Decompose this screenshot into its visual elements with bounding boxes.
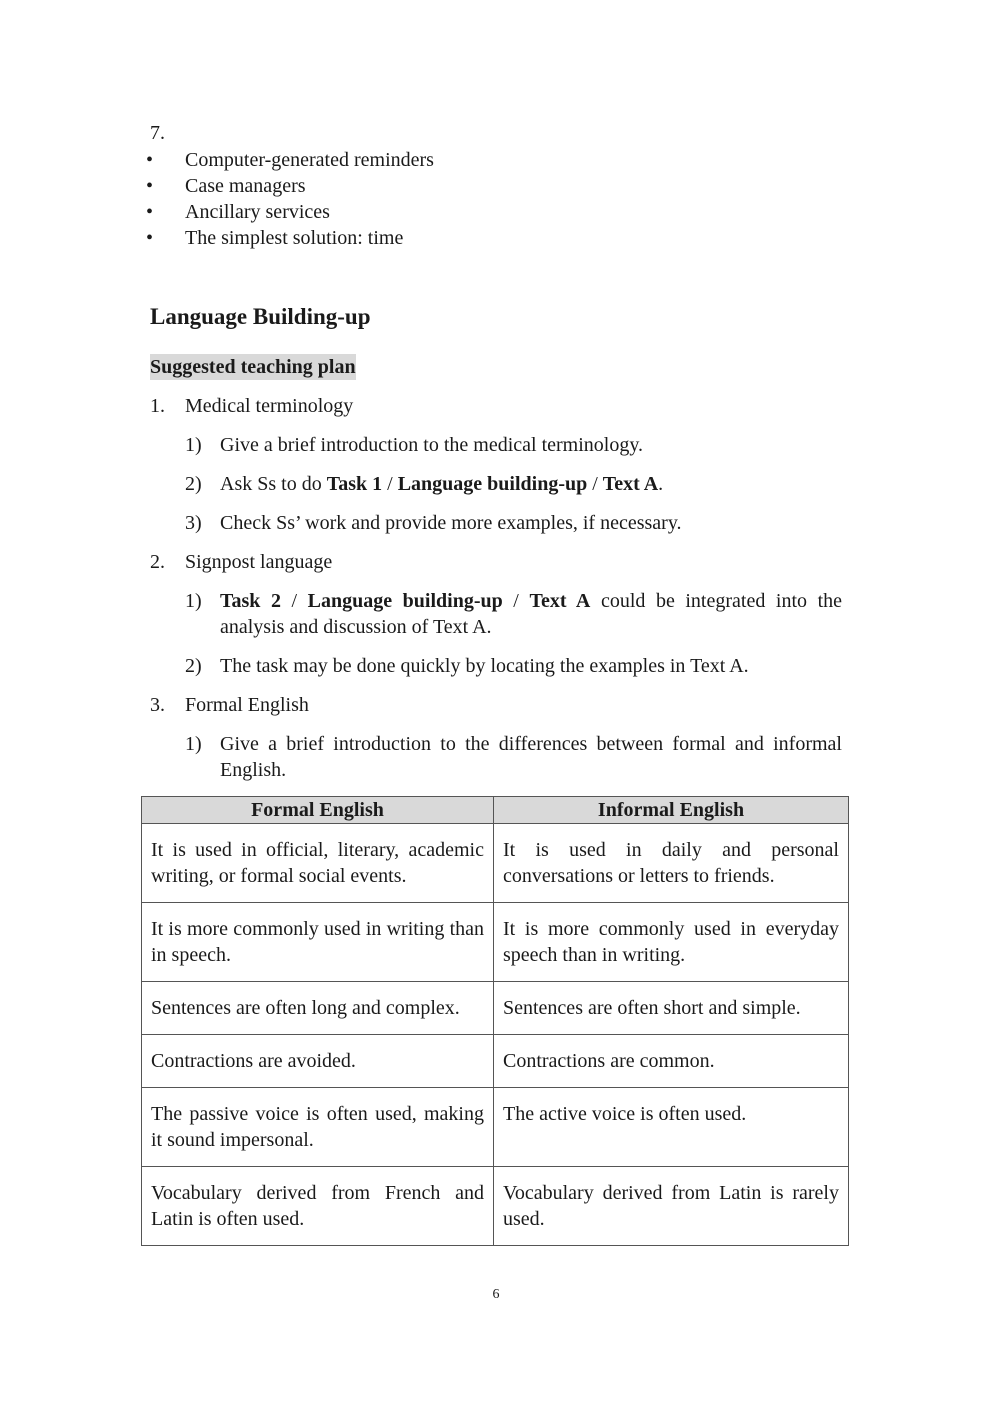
cell-text: Contractions are avoided. — [151, 1050, 356, 1072]
step-text-bold: Language building-up — [397, 473, 588, 495]
plan-item-label: Medical terminology — [185, 395, 354, 417]
step-text-bold: Task 2 — [220, 590, 281, 612]
table-header-formal: Formal English — [142, 797, 494, 824]
table-row — [142, 903, 849, 982]
table-cell — [494, 1035, 849, 1088]
table-cell — [142, 824, 494, 903]
bullet-icon — [146, 173, 153, 199]
step-number: 2) — [185, 473, 202, 495]
plan-step — [150, 471, 842, 497]
list-item — [150, 225, 434, 251]
cell-text: It is used in official, literary, academic writing, or formal social events. — [151, 839, 484, 887]
step-text-bold: Task 1 — [326, 473, 383, 495]
bullet-list — [150, 147, 434, 251]
step-text: . — [658, 473, 664, 495]
step-text-bold: Language building-up — [307, 590, 503, 612]
teaching-plan — [150, 393, 842, 796]
list-item — [150, 147, 434, 173]
table-row — [142, 1167, 849, 1246]
cell-text: It is used in daily and personal conversations or letters to friends. — [503, 839, 839, 887]
table-cell — [142, 982, 494, 1035]
step-text: could be integrated into the analysis and discussion of Text A. — [220, 590, 843, 638]
item-number-7: 7. — [150, 122, 165, 144]
step-text-bold: Text A — [602, 473, 659, 495]
table-header-informal: Informal English — [494, 797, 849, 824]
step-number: 1) — [185, 590, 202, 612]
bullet-text: The simplest solution: time — [185, 227, 404, 249]
bullet-text: Computer-generated reminders — [185, 149, 434, 171]
plan-step — [150, 588, 842, 640]
table-cell — [142, 1167, 494, 1246]
table-row — [142, 1035, 849, 1088]
plan-item — [150, 549, 842, 575]
section-title: Language Building-up — [150, 304, 371, 329]
table-row — [142, 1088, 849, 1167]
step-text: Give a brief introduction to the medical terminology. — [220, 434, 644, 456]
step-text: / — [382, 473, 398, 495]
plan-item — [150, 692, 842, 718]
step-number: 2) — [185, 655, 202, 677]
plan-step — [150, 432, 842, 458]
bullet-text: Ancillary services — [185, 201, 330, 223]
cell-text: It is more commonly used in writing than in speech. — [151, 918, 484, 966]
table-row — [142, 824, 849, 903]
step-text: / — [502, 590, 530, 612]
page-number: 6 — [492, 1287, 500, 1302]
plan-item-number: 2. — [150, 551, 165, 573]
table-cell — [494, 1167, 849, 1246]
comparison-table — [141, 796, 849, 1246]
step-text: Ask Ss to do — [220, 473, 327, 495]
step-text: Check Ss’ work and provide more examples, if necessary. — [220, 512, 682, 534]
table-cell — [142, 903, 494, 982]
cell-text: It is more commonly used in everyday speech than in writing. — [503, 918, 839, 966]
bullet-icon — [146, 199, 153, 225]
plan-item — [150, 393, 842, 419]
plan-item-number: 1. — [150, 395, 165, 417]
bullet-text: Case managers — [185, 175, 306, 197]
table-cell — [142, 1088, 494, 1167]
plan-step — [150, 653, 842, 679]
plan-item-label: Formal English — [185, 694, 309, 716]
cell-text: The passive voice is often used, making it sound impersonal. — [151, 1103, 484, 1151]
step-text: / — [587, 473, 603, 495]
table-cell — [494, 824, 849, 903]
step-text: Give a brief introduction to the differences between formal and informal English. — [220, 733, 842, 781]
step-text: / — [280, 590, 308, 612]
table-cell — [494, 903, 849, 982]
step-text: The task may be done quickly by locating the examples in Text A. — [220, 655, 749, 677]
list-item — [150, 199, 434, 225]
plan-item-label: Signpost language — [185, 551, 333, 573]
table-row — [142, 982, 849, 1035]
cell-text: Vocabulary derived from Latin is rarely used. — [503, 1182, 839, 1230]
plan-item-number: 3. — [150, 694, 165, 716]
plan-step — [150, 510, 842, 536]
cell-text: Vocabulary derived from French and Latin is often used. — [151, 1182, 484, 1230]
cell-text: Sentences are often short and simple. — [503, 997, 801, 1019]
plan-step — [150, 731, 842, 783]
step-text-bold: Text A — [529, 590, 591, 612]
table-cell — [494, 1088, 849, 1167]
table-cell — [494, 982, 849, 1035]
cell-text: The active voice is often used. — [503, 1103, 747, 1125]
step-number: 1) — [185, 434, 202, 456]
bullet-icon — [146, 147, 153, 173]
table-cell — [142, 1035, 494, 1088]
list-item — [150, 173, 434, 199]
plan-heading: Suggested teaching plan — [150, 356, 356, 378]
step-number: 1) — [185, 733, 202, 755]
bullet-icon — [146, 225, 153, 251]
cell-text: Contractions are common. — [503, 1050, 715, 1072]
step-number: 3) — [185, 512, 202, 534]
cell-text: Sentences are often long and complex. — [151, 997, 460, 1019]
table-header-row — [142, 797, 849, 824]
